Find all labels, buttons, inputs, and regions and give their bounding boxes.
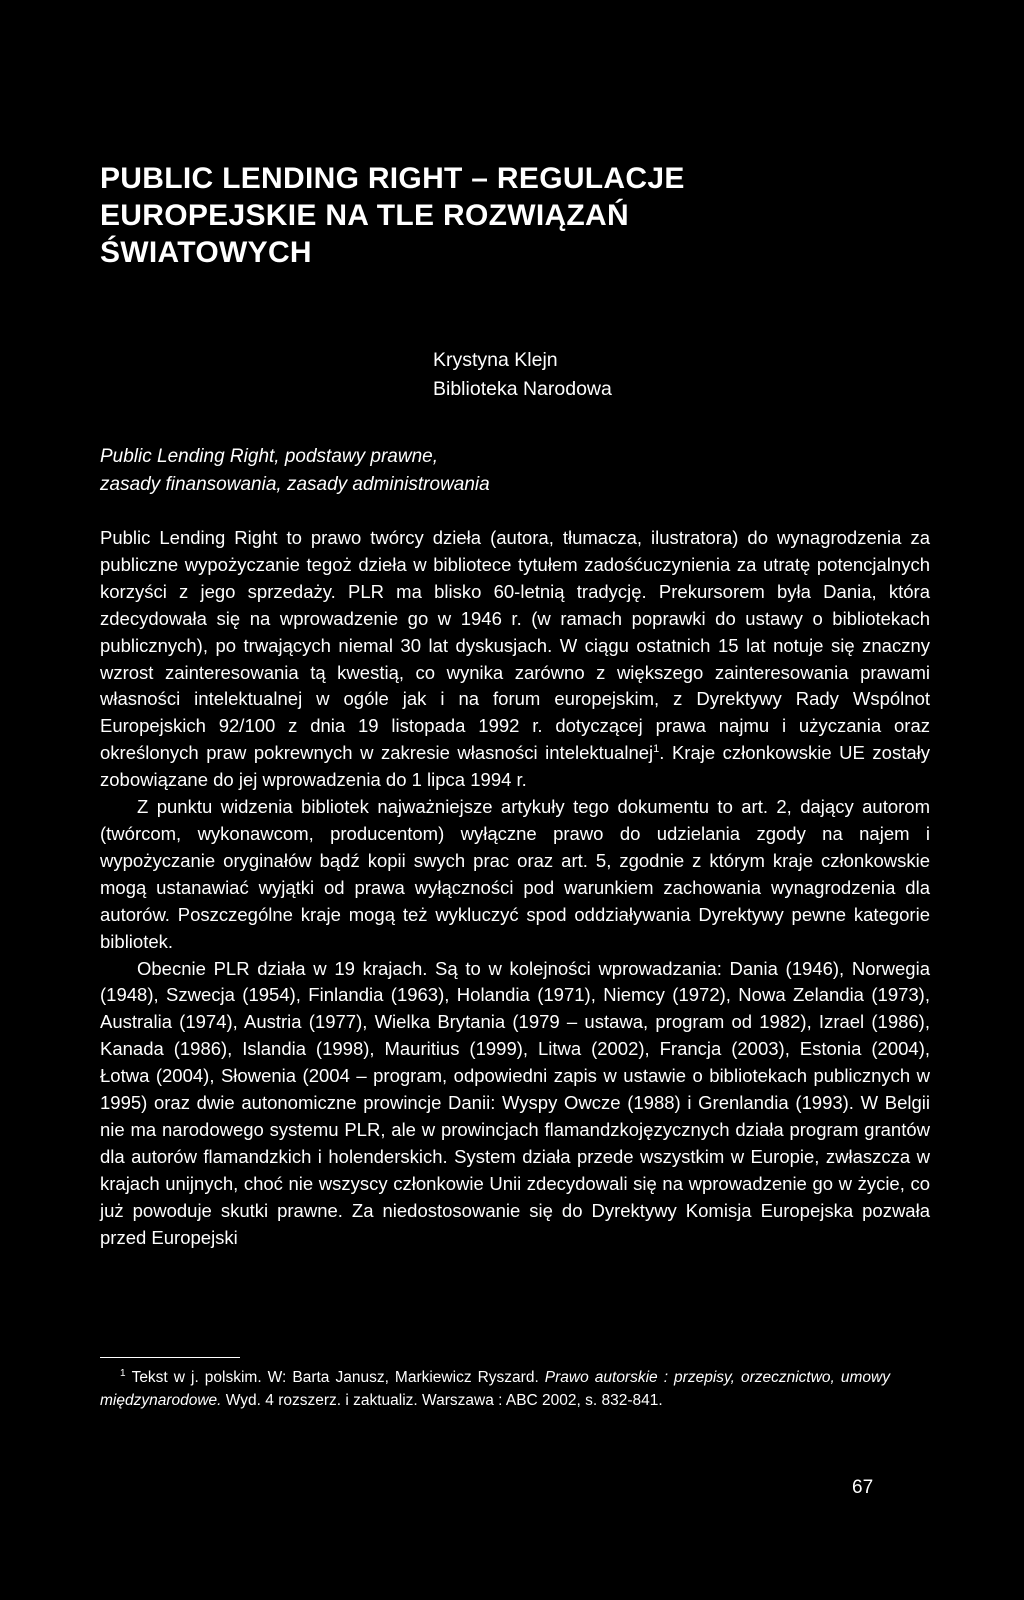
keywords xyxy=(100,443,920,499)
keywords-line: zasady finansowania, zasady administrowania xyxy=(100,474,490,495)
body-text xyxy=(100,525,930,1251)
paragraph-text: Public Lending Right to prawo twórcy dzieła (autora, tłumacza, ilustratora) do wynagrodzenia za publiczne wypożyczanie tegoż dzieła w bibliotece tytułem zadośćuczynienia za utratę potencjalnych korzyści z jego sprzedaży. PLR ma blisko 60-letnią tradycję. Prekursorem była Dania, która zdecydowała się na wprowadzenie go w 1946 r. (w ramach poprawki do ustawy o bibliotekach publicznych), po trwających niemal 30 lat dyskusjach. W ciągu ostatnich 15 lat notuje się znaczny wzrost zainteresowania tą kwestią, co wynika zarówno z większego zainteresowania prawami własności intelektualnej w ogóle jak i na forum europejskim, z Dyrektywy Rady Wspólnot Europejskich 92/100 z dnia 19 listopada 1992 r. dotyczącej prawa najmu i użyczania oraz określonych praw pokrewnych w zakresie własności intelektualnej xyxy=(100,527,930,764)
paragraph xyxy=(100,525,930,794)
footnote-source-title: Prawo autorskie : przepisy, orzecznictwo, umowy międzynarodowe. xyxy=(100,1369,890,1409)
article-title-line: PUBLIC LENDING RIGHT – REGULACJE xyxy=(100,162,685,195)
article-title-line: EUROPEJSKIE NA TLE ROZWIĄZAŃ xyxy=(100,199,629,232)
footnote xyxy=(100,1366,890,1412)
paragraph-text: . Kraje członkowskie UE zostały zobowiązane do jej wprowadzenia do 1 lipca 1994 r. xyxy=(100,742,930,791)
author-affiliation: Biblioteka Narodowa xyxy=(433,378,612,400)
footnote-text: Wyd. 4 rozszerz. i zaktualiz. Warszawa : ABC 2002, s. 832-841. xyxy=(221,1392,663,1409)
article-title-line: ŚWIATOWYCH xyxy=(100,236,312,269)
keywords-line: Public Lending Right, podstawy prawne, xyxy=(100,446,438,467)
article-title xyxy=(100,160,920,271)
footnote-text: Tekst w j. polskim. W: Barta Janusz, Markiewicz Ryszard. xyxy=(131,1369,545,1386)
footnote-reference[interactable]: 1 xyxy=(653,743,660,756)
footnote-divider xyxy=(100,1357,240,1358)
footnote-mark: 1 xyxy=(120,1368,126,1379)
author-block xyxy=(433,346,612,404)
paragraph: Z punktu widzenia bibliotek najważniejsze artykuły tego dokumentu to art. 2, dający autorom (twórcom, wykonawcom, producentom) wyłączne prawo do udzielania zgody na najem i wypożyczanie oryginałów bądź kopii swych prac oraz art. 5, zgodnie z którym kraje członkowskie mogą ustanawiać wyjątki od prawa wyłączności pod warunkiem zachowania wynagrodzenia dla autorów. Poszczególne kraje mogą też wykluczyć spod oddziaływania Dyrektywy pewne kategorie bibliotek. xyxy=(100,796,930,952)
paragraph: Obecnie PLR działa w 19 krajach. Są to w kolejności wprowadzania: Dania (1946), Norwegia (1948), Szwecja (1954), Finlandia (1963), Holandia (1971), Niemcy (1972), Nowa Zelandia (1973), Australia (1974), Austria (1977), Wielka Brytania (1979 – ustawa, program od 1982), Izrael (1986), Kanada (1986), Islandia (1998), Mauritius (1999), Litwa (2002), Francja (2003), Estonia (2004), Łotwa (2004), Słowenia (2004 – program, odpowiedni zapis w ustawie o bibliotekach publicznych w 1995) oraz dwie autonomiczne prowincje Danii: Wyspy Owcze (1988) i Grenlandia (1993). W Belgii nie ma narodowego systemu PLR, ale w prowincjach flamandzkojęzycznych działa program grantów dla autorów flamandzkich i holenderskich. System działa przede wszystkim w Europie, zwłaszcza w krajach unijnych, choć nie wszyscy członkowie Unii zdecydowali się na wprowadzenie go w życie, co już powoduje skutki prawne. Za niedostosowanie się do Dyrektywy Komisja Europejska pozwała przed Europejski xyxy=(100,957,930,1248)
author-name: Krystyna Klejn xyxy=(433,349,558,371)
page-number: 67 xyxy=(852,1477,874,1498)
